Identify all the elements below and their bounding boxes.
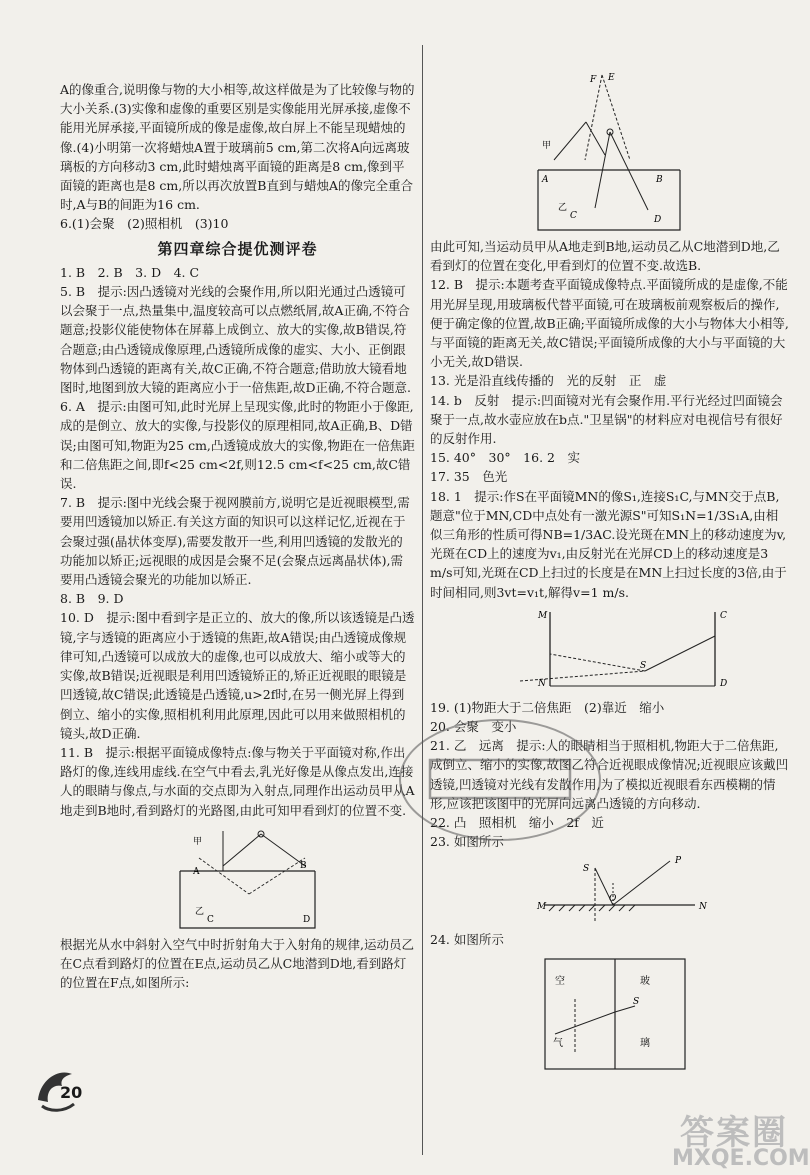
fig-label-b-r: B [656,175,663,185]
answer-21: 21. 乙 远离 提示:人的眼睛相当于照相机,物距大于二倍焦距,成倒立、缩小的实像,故图乙符合近视眼成像情况;近视眼应该戴凹透镜,凹透镜对光线有发散作用,为了模拟近视眼看东西模糊的情形,应该把该图中的光屏向远离凸透镜的方向移动. [430,738,789,811]
answer-19: 19. (1)物距大于二倍焦距 (2)靠近 缩小 [430,699,665,715]
fig-label-bo: 玻 [640,975,650,987]
fig-label-a: A [193,866,200,877]
fig-label-b: B [300,860,307,871]
fig-label-c18: C [720,610,727,621]
fig-label-qi: 气 [553,1037,563,1049]
answer-11: 11. B 提示:根据平面镜成像特点:像与物关于平面镜对称,作出路灯的像,连线用虚线.在空气中看去,乳光好像是从像点发出,连接人的眼睛与像点,与水面的交点即为入射点,同理作出运动员甲从A地走到B地时,看到路灯的光路图,由此可知甲看到灯的位置不变. [60,744,415,818]
page-number: 20 [60,1083,83,1102]
fig-label-s18: S [640,660,647,671]
column-divider [422,45,423,1155]
answer-paragraph: A的像重合,说明像与物的大小相等,故这样做是为了比较像与物的大小关系.(3)实像和虚像的重要区别是实像能用光屏承接,虚像不能用光屏承接,平面镜所成的像是虚像,故白屏上不能呈现蜡烛的像.(4)小明第一次将蜡烛A置于玻璃前5 cm,第二次将A向远离玻璃板的方向移动3 cm,此时蜡烛离平面镜的距离是8 cm,像到平面镜的距离也是8 cm,所以再次放置B直到与蜡烛A的像完全重合时,A与B的间距为16 cm. [60,82,415,213]
answer-11-conclusion: 根据光从水中斜射入空气中时折射角大于入射角的规律,运动员乙在C点看到路灯的位置在E点,运动员乙从C地潜到D地,看到路灯的位置在F点,如图所示: [60,936,414,991]
answer-6b: 6. A 提示:由图可知,此时光屏上呈现实像,此时的物距小于像距,成的是倒立、放大的实像,与投影仪的原理相同,故A正确,B、D错误;由图可知,物距为25 cm,凸透镜成放大的实像,物距在一倍焦距和二倍焦距之间,即f<25 cm<2f,则12.5 cm<f<25 cm,故C错误. [60,399,415,492]
answer-5: 5. B 提示:因凸透镜对光线的会聚作用,所以阳光通过凸透镜可以会聚于一点,热量集中,温度较高可以点燃纸屑,故A正确,不符合题意;投影仪能使物体在屏幕上成倒立、放大的实像,故B错误,符合题意;由凸透镜成像原理,凸透镜所成像的虚实、大小、正倒跟物体到凸透镜的距离有关,故C正确,不符合题意;借助放大镜看地图时,地图到放大镜的距离应小于一倍焦距,故D正确,不符合题意. [60,284,411,396]
section-heading: 第四章综合提优测评卷 [157,239,318,258]
fig-label-o: O [609,894,617,905]
answer-7: 7. B 提示:图中光线会聚于视网膜前方,说明它是近视眼模型,需要用凹透镜加以矫正.有关这方面的知识可以这样记忆,近视在于会聚过强(晶状体变厚),需要发散开一些,利用凹透镜的发散光的功能加以矫正;远视眼的成因是会聚不足(会聚点远离晶状体),需要用凸透镜会聚光的功能加以矫正. [60,495,410,588]
fig-label-yi-r: 乙 [558,203,568,213]
fig-label-n: N [538,678,546,689]
answer-15-16: 15. 40° 30° 16. 2 实 [430,450,580,466]
right-column [430,237,790,1074]
fig-label-d: D [303,914,311,925]
fig-label-li: 璃 [640,1037,650,1049]
fig-label-c: C [207,914,214,925]
fig-label-s24: S [633,996,640,1007]
answer-1-4: 1. B 2. B 3. D 4. C [60,264,200,280]
fig-label-m: M [538,610,548,621]
fig-label-p: P [675,856,682,867]
answer-22: 22. 凸 照相机 缩小 2f 近 [430,815,604,831]
answer-10: 10. D 提示:图中看到字是正立的、放大的像,所以该透镜是凸透镜,字与透镜的距离应小于透镜的焦距,故A错误;由凸透镜成像规律可知,凸透镜可以成放大的虚像,也可以成放大、缩小或等大的实像,故B错误;近视眼是利用凹透镜矫正的,矫正近视眼的眼镜是凹透镜,故C错误;此透镜是凸透镜,u>2f时,在另一侧光屏上得到倒立、缩小的实像,照相机利用此原理,因此可以用来做照相机的镜头,故D正确. [60,610,415,741]
q23-diagram [535,853,735,928]
fig-label-d18: D [720,678,728,689]
answer-6: 6.(1)会聚 (2)照相机 (3)10 [60,216,229,232]
left-column [60,80,415,992]
fig-label-n23: N [699,902,707,913]
fig-label-m23: M [537,902,547,913]
fig-label-c-r: C [570,211,577,221]
fig-label-e: E [608,73,615,83]
fig-label-jia-r: 甲 [542,141,552,151]
site-watermark: 答案圈 [680,1113,788,1153]
answer-20: 20. 会聚 变小 [430,719,517,735]
fig-label-kong: 空 [555,975,565,987]
fig-label-yi: 乙 [195,906,205,917]
answer-14: 14. b 反射 提示:凹面镜对光有会聚作用.平行光经过凹面镜会聚于一点,故水壶应放在b点."卫星锅"的材料应对电视信号有很好的反射作用. [430,392,783,447]
answer-23: 23. 如图所示 [430,834,504,850]
fig-label-d-r: D [654,215,662,225]
fig-label-a-r: A [542,175,549,185]
answer-11-end: 由此可知,当运动员甲从A地走到B地,运动员乙从C地潜到D地,乙看到灯的位置在变化,甲看到灯的位置不变.故选B. [430,239,780,274]
q18-diagram [510,606,770,696]
answer-13: 13. 光是沿直线传播的 光的反射 正 虚 [430,373,667,389]
stamp-watermark [395,715,605,845]
fig-label-f: F [590,75,597,85]
answer-18: 18. 1 提示:作S在平面镜MN的像S₁,连接S₁C,与MN交于点B,题意"位于MN,CD中点处有一激光源S"可知S₁N=1/3S₁A,由相似三角形的性质可得NB=1/3AC.设光斑在MN上的移动速度为v,光斑在CD上的速度为v₁,由反射光在光屏CD上的移动速度是3 m/s可知,光斑在CD上扫过的长度是在MN上扫过长度的3倍,由于时间相同,则3vt=v₁t,解得v=1 m/s. [430,488,787,600]
site-watermark-url: MXQE.COM [672,1146,810,1171]
fig-label-jia: 甲 [193,836,203,847]
answer-17: 17. 35 色光 [430,469,508,485]
refraction-diagram [430,60,690,235]
answer-24: 24. 如图所示 [430,932,504,948]
q11-diagram [175,826,375,931]
q24-diagram [535,954,735,1074]
answer-12: 12. B 提示:本题考查平面镜成像特点.平面镜所成的是虚像,不能用光屏呈现,用玻璃板代替平面镜,可在玻璃板前观察板后的操作,便于确定像的位置,故B正确;平面镜所成像的大小与物体大小相等,与平面镜的距离无关,故C错误;平面镜所成像的大小与平面镜的大小无关,故D错误. [430,277,789,370]
fig-label-s23: S [583,864,590,875]
answer-8-9: 8. B 9. D [60,591,124,607]
